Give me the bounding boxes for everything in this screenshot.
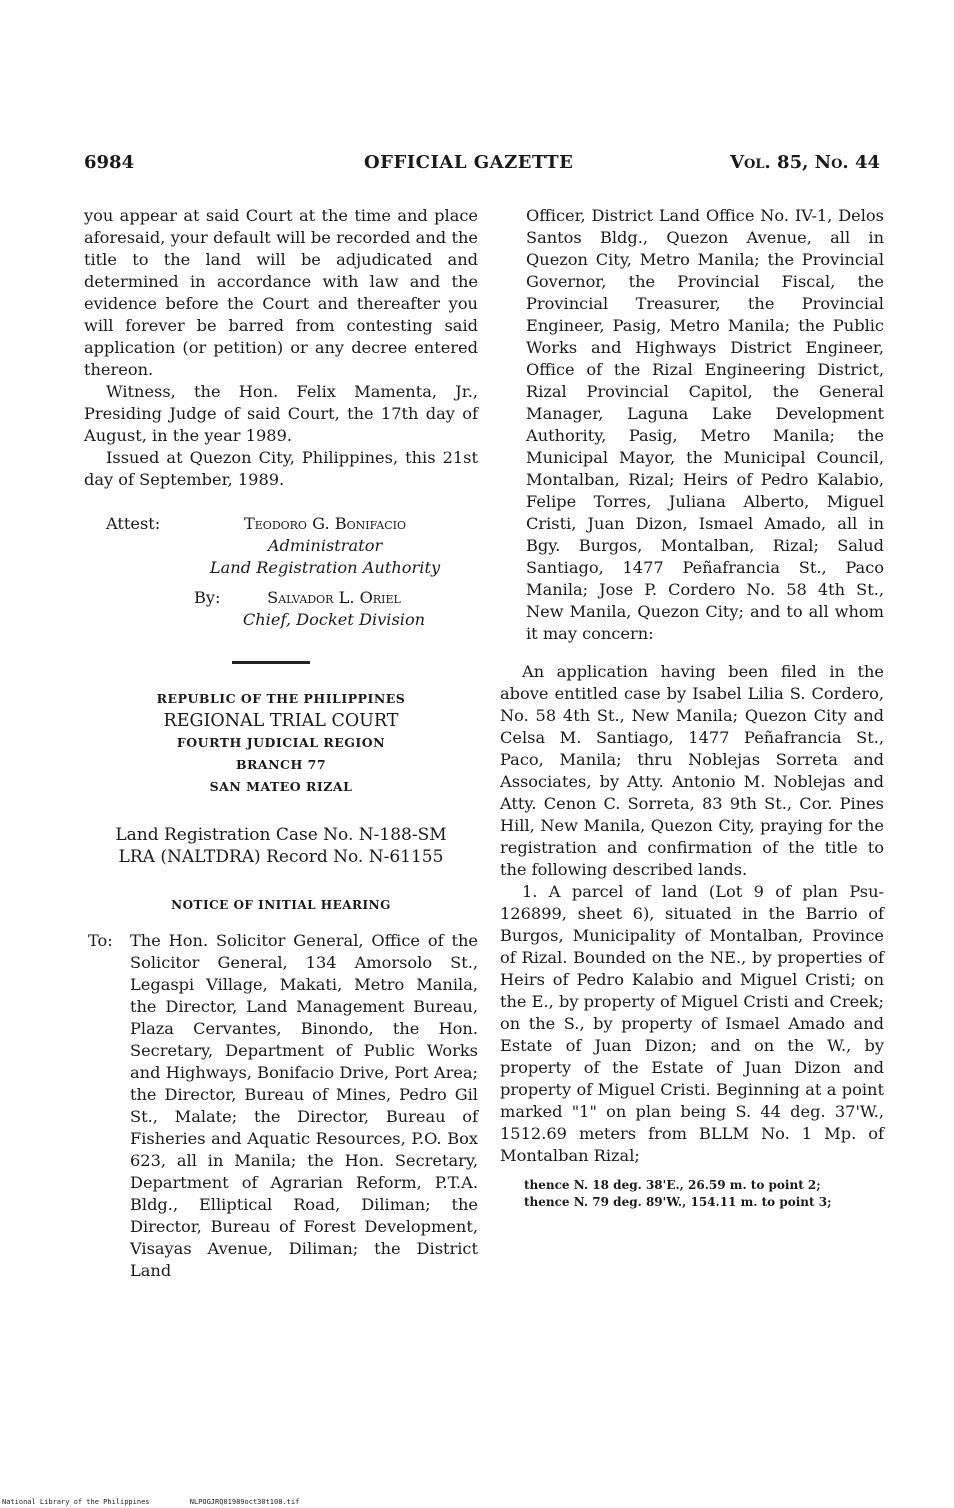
publication-title: OFFICIAL GAZETTE [364, 152, 574, 173]
place-heading: SAN MATEO RIZAL [209, 779, 353, 794]
attest-block [84, 513, 478, 577]
by-title: Chief, Docket Division [242, 610, 426, 629]
volume-number: Vol. 85, No. 44 [730, 152, 880, 173]
page-header [84, 152, 880, 182]
by-label: By: [194, 588, 221, 607]
attest-title: Administrator [267, 536, 383, 555]
section-divider [232, 661, 310, 664]
record-number: LRA (NALTDRA) Record No. N-61155 [118, 847, 444, 867]
branch-heading: BRANCH 77 [235, 757, 327, 772]
attest-label: Attest: [106, 514, 161, 533]
application-paragraph: An application having been filed in the above entitled case by Isabel Lilia S. Cordero, No. 58 4th St., New Manila; Quezon City and Celsa M. Santiago, 1477 Peñafrancia St., Paco, Manila; thru Noblejas Sorreta and Associates, by Atty. Antonio M. Noblejas and Atty. Cenon C. Sorreta, 83 9th St., Cor. Pines Hill, New Manila, Quezon City, praying for the registration and confirmation of the title to the following described lands. [500, 662, 884, 879]
court-heading: REGIONAL TRIAL COURT [163, 711, 399, 731]
issued-paragraph: Issued at Quezon City, Philippines, this 21st day of September, 1989. [84, 448, 478, 489]
file-name: NLPOGJRQ01989oct30t108.tif [189, 1498, 300, 1506]
attest-name: Teodoro G. Bonifacio [243, 514, 407, 533]
scan-footer [2, 1498, 335, 1506]
page-number: 6984 [84, 152, 135, 173]
left-column [84, 205, 478, 1282]
case-number: Land Registration Case No. N-188-SM [115, 825, 447, 845]
library-credit: National Library of the Philippines [2, 1498, 150, 1506]
right-column [500, 205, 884, 1211]
parcel-description: 1. A parcel of land (Lot 9 of plan Psu-126899, sheet 6), situated in the Barrio of Burgos, Municipality of Montalban, Province of Rizal. Bounded on the NE., by properties of Heirs of Pedro Kalabio and Miguel Cristi; on the E., by property of Miguel Cristi and Creek; on the S., by property of Ismael Amado and Estate of Juan Dizon; and on the W., by property of the Estate of Juan Dizon and property of Miguel Cristi. Beginning at a point marked "1" on plan being S. 44 deg. 37'W., 1512.69 meters from BLLM No. 1 Mp. of Montalban Rizal; [500, 882, 884, 1165]
bearings-list [500, 1177, 884, 1211]
region-heading: FOURTH JUDICIAL REGION [176, 735, 386, 750]
bearing-line: thence N. 79 deg. 89'W., 154.11 m. to point 3; [524, 1195, 832, 1209]
to-label: To: [88, 931, 113, 950]
notice-heading: NOTICE OF INITIAL HEARING [171, 898, 391, 912]
bearing-line: thence N. 18 deg. 38'E., 26.59 m. to point 2; [524, 1178, 821, 1192]
by-block [84, 587, 478, 631]
default-paragraph: you appear at said Court at the time and place aforesaid, your default will be recorded and the title to the land will be adjudicated and determined in accordance with law and the evidence before the Court and thereafter you will forever be barred from contesting said application (or petition) or any decree entered thereon. [84, 206, 478, 379]
addressees [84, 930, 478, 1282]
addressee-list-continued: Officer, District Land Office No. IV-1, Delos Santos Bldg., Quezon Avenue, all in Quezon City, Metro Manila; the Provincial Governor, the Provincial Fiscal, the Provincial Treasurer, the Provincial Engineer, Pasig, Metro Manila; the Public Works and Highways District Engineer, Office of the Rizal Engineering District, Rizal Provincial Capitol, the General Manager, Laguna Lake Development Authority, Pasig, Metro Manila; the Municipal Mayor, the Municipal Council, Montalban, Rizal; Heirs of Pedro Kalabio, Felipe Torres, Juliana Alberto, Miguel Cristi, Juan Dizon, Ismael Amado, all in Bgy. Burgos, Montalban, Rizal; Salud Santiago, 1477 Peñafrancia St., Paco Manila; Jose P. Cordero No. 58 4th St., New Manila, Quezon City; and to all whom it may concern: [526, 206, 884, 643]
case-numbers [84, 824, 478, 868]
addressee-list: The Hon. Solicitor General, Office of the Solicitor General, 134 Amorsolo St., Legaspi Village, Makati, Metro Manila, the Director, Land Management Bureau, Plaza Cervantes, Binondo, the Hon. Secretary, Department of Public Works and Highways, Bonifacio Drive, Port Area; the Director, Bureau of Mines, Pedro Gil St., Malate; the Director, Bureau of Fisheries and Aquatic Resources, P.O. Box 623, all in Manila; the Hon. Secretary, Department of Agrarian Reform, P.T.A. Bldg., Elliptical Road, Diliman; the Director, Bureau of Forest Development, Visayas Avenue, Diliman; the District Land [130, 931, 478, 1280]
republic-heading: REPUBLIC OF THE PHILIPPINES [156, 691, 406, 706]
attest-office: Land Registration Authority [209, 558, 441, 577]
witness-paragraph: Witness, the Hon. Felix Mamenta, Jr., Presiding Judge of said Court, the 17th day of August, in the year 1989. [84, 382, 478, 445]
by-name: Salvador L. Oriel [267, 588, 401, 607]
